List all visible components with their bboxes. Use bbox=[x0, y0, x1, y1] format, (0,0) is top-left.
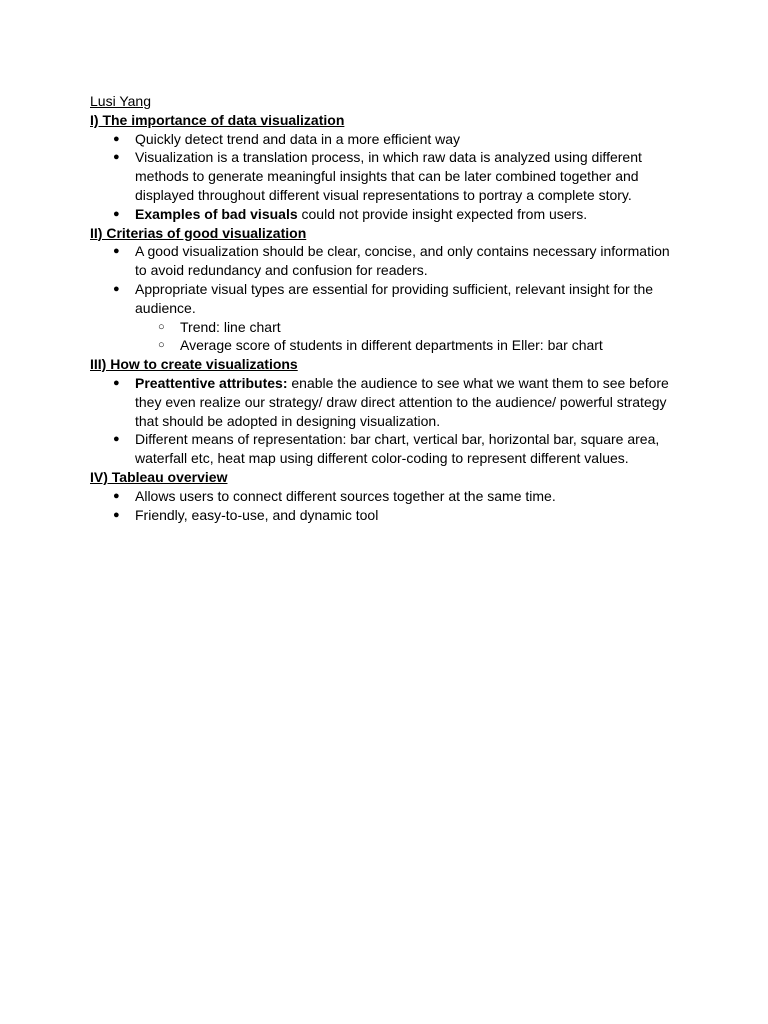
section-heading-2: II) Criterias of good visualization bbox=[90, 224, 307, 241]
section-list-1 bbox=[90, 130, 680, 224]
bullet-icon: ● bbox=[113, 132, 120, 145]
list-item-lead: Examples of bad visuals bbox=[135, 205, 298, 222]
list-item bbox=[90, 148, 680, 204]
document-page bbox=[90, 92, 680, 524]
section-list-2 bbox=[90, 242, 680, 355]
hollow-bullet-icon: ○ bbox=[158, 320, 165, 333]
sub-list-item-text: Trend: line chart bbox=[180, 318, 281, 335]
sub-list-item-text: Average score of students in different departments in Eller: bar chart bbox=[180, 337, 603, 354]
list-item-text: Different means of representation: bar chart, vertical bar, horizontal bar, square area, waterfall etc, heat map using different color-coding to represent different values. bbox=[135, 431, 660, 467]
bullet-icon: ● bbox=[113, 207, 120, 220]
section-heading-4: IV) Tableau overview bbox=[90, 468, 228, 485]
hollow-bullet-icon: ○ bbox=[158, 339, 165, 352]
bullet-icon: ● bbox=[113, 433, 120, 446]
list-item-text: Visualization is a translation process, in which raw data is analyzed using different methods to generate meaningful insights that can be later combined together and displayed throughout different visual representations to portray a complete story. bbox=[135, 149, 642, 203]
list-item bbox=[90, 242, 680, 280]
section-list-3 bbox=[90, 374, 680, 468]
sub-list-item bbox=[135, 318, 680, 337]
list-item-text: enable the audience to see what we want them to see before they even realize our strategy/ draw direct attention to the audience/ powerful strategy that should be adopted in designing visualization. bbox=[135, 374, 669, 429]
list-item bbox=[90, 205, 680, 224]
list-item bbox=[90, 280, 680, 355]
list-item-text: Quickly detect trend and data in a more efficient way bbox=[135, 130, 461, 147]
bullet-icon: ● bbox=[113, 282, 120, 295]
section-heading-1: I) The importance of data visualization bbox=[90, 111, 345, 128]
bullet-icon: ● bbox=[113, 376, 120, 389]
bullet-icon: ● bbox=[113, 508, 120, 521]
list-item-text: could not provide insight expected from users. bbox=[297, 205, 588, 222]
list-item bbox=[90, 487, 680, 506]
list-item-text: A good visualization should be clear, concise, and only contains necessary information to avoid redundancy and confusion for readers. bbox=[135, 243, 670, 279]
sub-list-item bbox=[135, 336, 680, 355]
list-item bbox=[90, 430, 680, 468]
sub-list bbox=[135, 318, 680, 356]
list-item-text: Friendly, easy-to-use, and dynamic tool bbox=[135, 506, 379, 523]
list-item-lead: Preattentive attributes: bbox=[135, 374, 288, 391]
bullet-icon: ● bbox=[113, 151, 120, 164]
list-item-text: Allows users to connect different sources together at the same time. bbox=[135, 487, 556, 504]
section-list-4 bbox=[90, 487, 680, 525]
author-name: Lusi Yang bbox=[90, 93, 151, 109]
list-item bbox=[90, 374, 680, 430]
list-item-text: Appropriate visual types are essential for providing sufficient, relevant insight for the audience. bbox=[135, 280, 654, 316]
bullet-icon: ● bbox=[113, 489, 120, 502]
bullet-icon: ● bbox=[113, 245, 120, 258]
section-heading-3: III) How to create visualizations bbox=[90, 356, 298, 373]
list-item bbox=[90, 130, 680, 149]
list-item bbox=[90, 506, 680, 525]
